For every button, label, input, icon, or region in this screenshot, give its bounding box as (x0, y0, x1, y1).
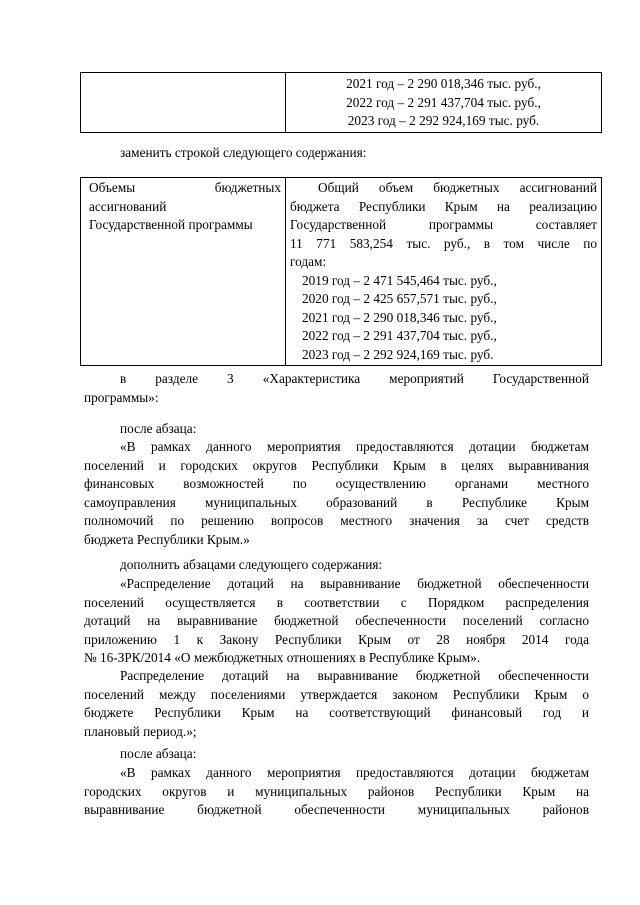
budget-table-old-fragment (80, 72, 602, 133)
after-paragraph-label-2: после абзаца: (120, 746, 197, 761)
add-paragraphs-label: дополнить абзацами следующего содержания: (120, 557, 383, 572)
value-line: бюджета Республики Крым на реализацию (290, 198, 597, 214)
table-value-cell (286, 178, 602, 366)
year-row: 2023 год – 2 292 924,169 тыс. руб. (302, 346, 494, 362)
replace-instruction: заменить строкой следующего содержания: (120, 145, 367, 160)
after-paragraph-label-1: после абзаца: (120, 421, 197, 436)
value-line: Государственной программы составляет (290, 217, 597, 232)
added-paragraph-2: Распределение дотаций на выравнивание бюджетной обеспеченности поселений между поселениями утверждается законом Республики Крым о бюджете Республики Крым на соответствующий финансовый год и плановый период.»; (84, 668, 589, 739)
added-paragraph-1: «Распределение дотаций на выравнивание бюджетной обеспеченности поселений осуществляется в соответствии с Порядком распределения дотаций на выравнивание бюджетной обеспеченности поселений согласно приложению 1 к Закону Республики Крым от 28 ноября 2014 года № 16-ЗРК/2014 «О межбюджетных отношениях в Республике Крым». (84, 576, 589, 665)
table-label-cell (81, 178, 286, 366)
quoted-paragraph-1: «В рамках данного мероприятия предоставляются дотации бюджетам поселений и городских округов Республики Крым в целях выравнивания финансовых возможностей по осуществлению органами местного самоуправления муниципальных образований в Республике Крым полномочий по решению вопросов местного значения за счет средств бюджета Республики Крым.» (84, 439, 589, 547)
table-row: 2023 год – 2 292 924,169 тыс. руб. (347, 113, 540, 128)
year-row: 2022 год – 2 291 437,704 тыс. руб., (302, 328, 497, 343)
table-value-cell (286, 73, 602, 133)
label-line: ассигнований (89, 198, 167, 214)
label-line: Объемы бюджетных (89, 180, 281, 195)
value-line: Общий объем бюджетных ассигнований (318, 180, 597, 195)
year-row: 2019 год – 2 471 545,464 тыс. руб., (302, 272, 497, 288)
year-row: 2020 год – 2 425 657,571 тыс. руб., (302, 291, 497, 306)
value-line: 11 771 583,254 тыс. руб., в том числе по (290, 235, 597, 251)
budget-table-new (80, 177, 602, 366)
quoted-paragraph-2: «В рамках данного мероприятия предоставляются дотации бюджетам городских округов и муниципальных районов Республики Крым на выравнивание бюджетной обеспеченности муниципальных районов (84, 765, 589, 817)
table-row: 2022 год – 2 291 437,704 тыс. руб., (346, 94, 541, 110)
year-row: 2021 год – 2 290 018,346 тыс. руб., (302, 309, 497, 325)
section-reference: в разделе 3 «Характеристика мероприятий Государственной программы»: (84, 371, 589, 405)
label-line: Государственной программы (89, 217, 253, 232)
value-line: годам: (290, 254, 327, 269)
table-row: 2021 год – 2 290 018,346 тыс. руб., (346, 76, 541, 91)
table-label-cell (81, 73, 286, 133)
